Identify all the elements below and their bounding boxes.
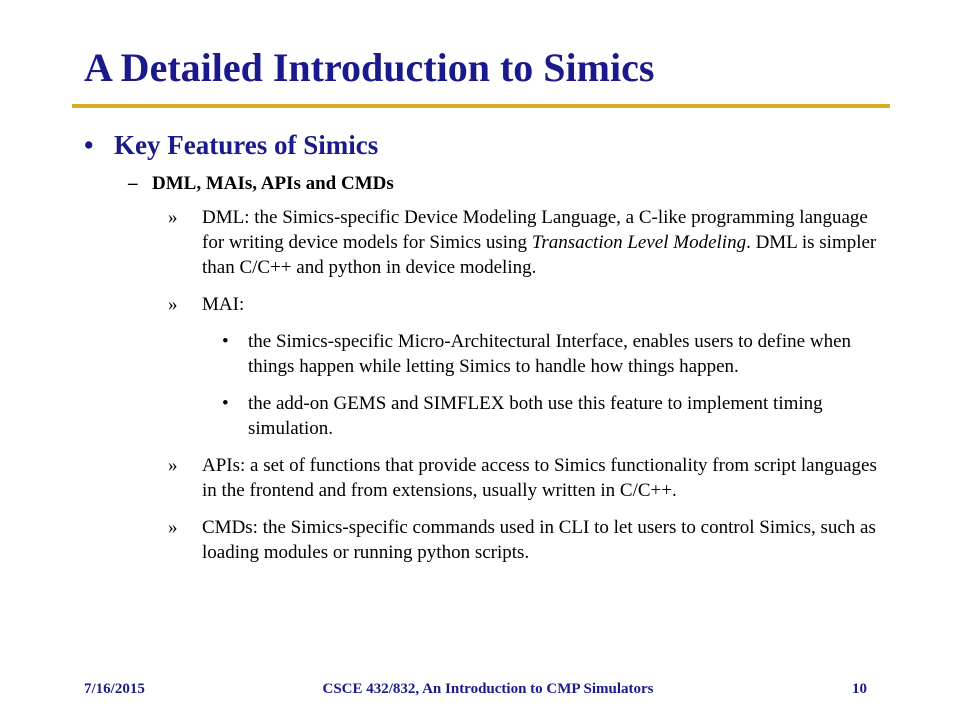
bullet-cmds-text: CMDs: the Simics-specific commands used in CLI to let users to control Simics, such as loading modules or running python scripts. xyxy=(202,517,876,563)
bullet-mai-item-text: the Simics-specific Micro-Architectural Interface, enables users to define when things happen while letting Simics to handle how things happen. xyxy=(248,331,851,377)
bullet-apis xyxy=(168,453,884,503)
bullet-marker: • xyxy=(84,130,94,160)
guillemet-marker: » xyxy=(168,455,178,476)
footer-course-title: CSCE 432/832, An Introduction to CMP Simulators xyxy=(322,681,654,697)
dot-marker: • xyxy=(222,331,229,352)
dot-marker: • xyxy=(222,393,229,414)
bullet-dml-mais-apis-cmds-text: DML, MAIs, APIs and CMDs xyxy=(152,173,394,194)
slide-title: A Detailed Introduction to Simics xyxy=(84,45,655,90)
guillemet-marker: » xyxy=(168,517,178,538)
slide-content xyxy=(84,130,884,577)
bullet-mai-item xyxy=(222,329,884,379)
dash-marker: – xyxy=(128,173,138,194)
footer-page-number: 10 xyxy=(852,681,867,697)
bullet-dml-mais-apis-cmds xyxy=(128,173,884,195)
bullet-mai xyxy=(168,292,884,317)
bullet-key-features-text: Key Features of Simics xyxy=(114,130,379,160)
bullet-mai-text: MAI: xyxy=(202,294,245,315)
bullet-dml xyxy=(168,205,884,280)
title-underline xyxy=(72,104,890,108)
guillemet-marker: » xyxy=(168,294,178,315)
footer-date: 7/16/2015 xyxy=(84,681,145,697)
bullet-apis-text: APIs: a set of functions that provide access to Simics functionality from script languages in the frontend and from extensions, usually written in C/C++. xyxy=(202,455,877,501)
bullet-mai-item xyxy=(222,391,884,441)
bullet-dml-text xyxy=(202,205,884,280)
bullet-cmds xyxy=(168,515,884,565)
dml-text-italic: Transaction Level Modeling xyxy=(531,232,747,253)
bullet-mai-item-text: the add-on GEMS and SIMFLEX both use this feature to implement timing simulation. xyxy=(248,393,823,439)
dml-text-end: . DML is simpler than C/C++ and python in device modeling. xyxy=(202,232,877,278)
dml-text-start: DML: the Simics-specific Device Modeling Language, a C-like programming language for writing device models for Simics using xyxy=(202,207,868,253)
bullet-key-features xyxy=(84,130,884,161)
guillemet-marker: » xyxy=(168,207,178,228)
